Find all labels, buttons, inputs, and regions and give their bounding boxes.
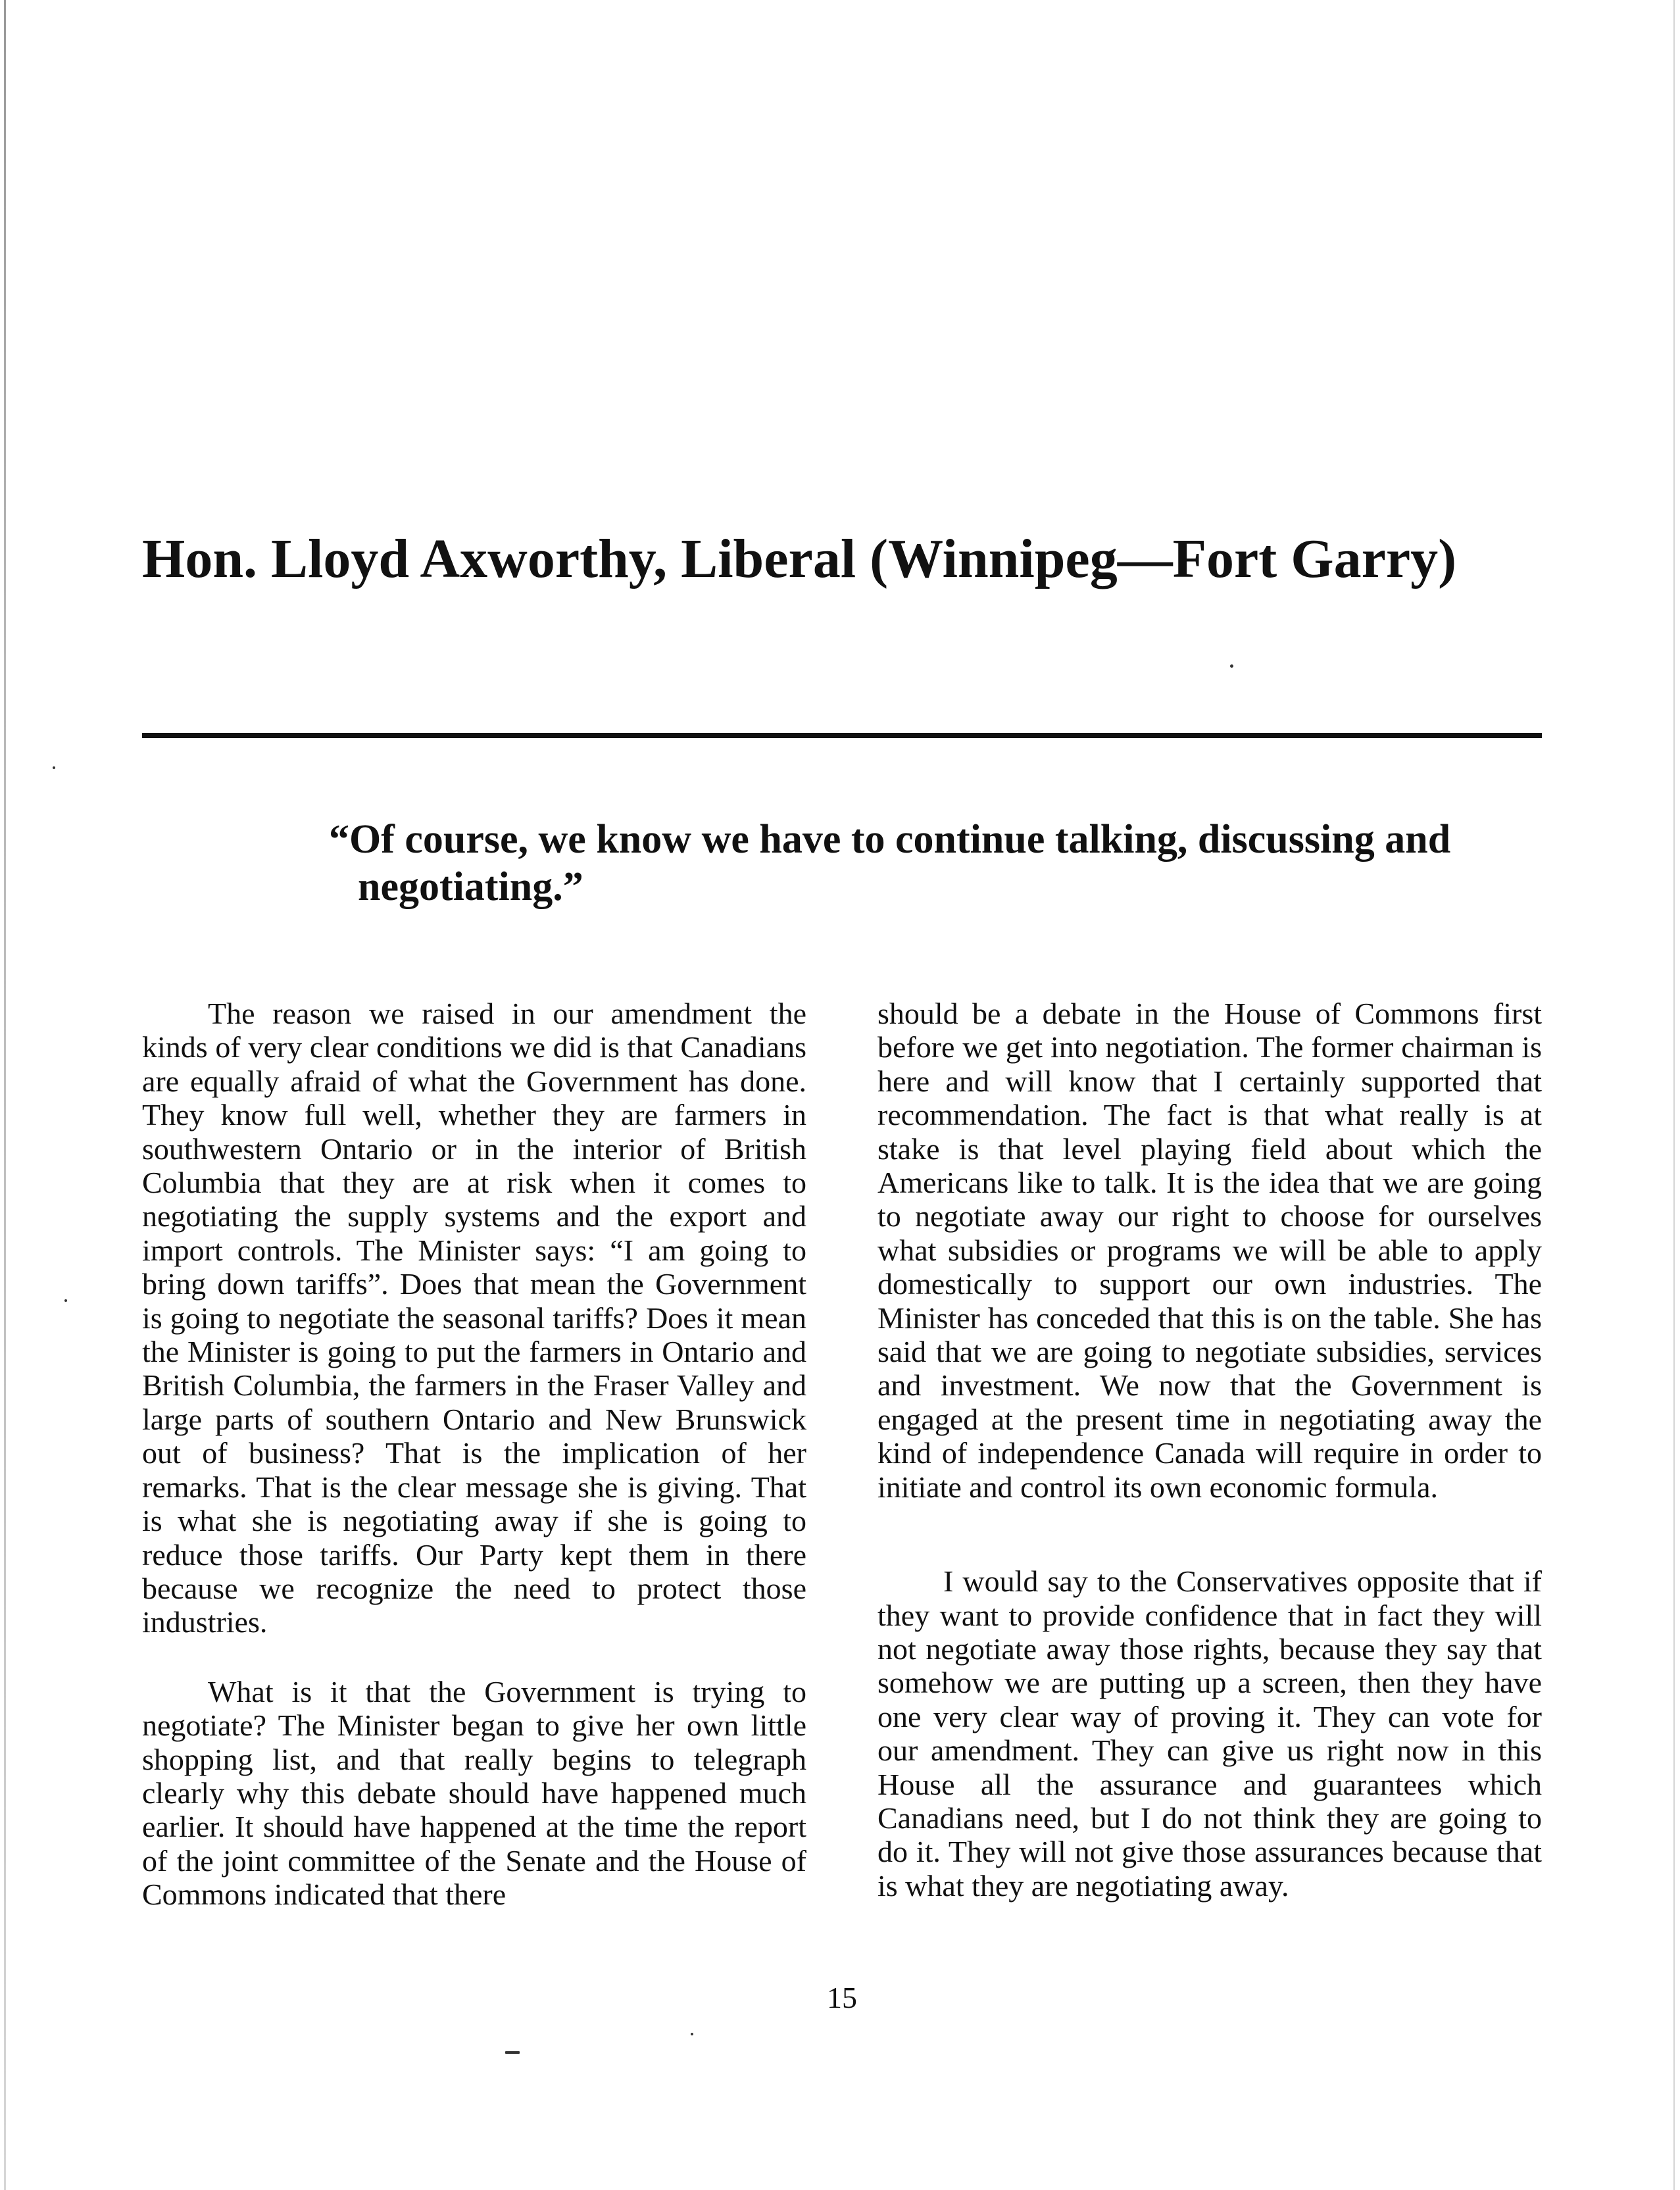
horizontal-rule [142, 733, 1542, 738]
right-paragraph-2: I would say to the Conservatives opposite that if they want to provide confidence that in fact they will not negotiate away those rights, because they say that somehow we are putting up a screen, then they have one very clear way of proving it. They can vote for our amendment. They can give us right now in this House all the assurance and guarantees which Canadians need, but I do not think they are going to do it. They will not give those assurances because that is what they are negotiating away. [877, 1564, 1542, 1903]
speaker-title: Hon. Lloyd Axworthy, Liberal (Winnipeg—Fort Garry) [142, 528, 1457, 589]
scan-speck [691, 2033, 693, 2035]
right-column [877, 997, 1542, 1903]
page-number: 15 [827, 1981, 857, 2014]
scan-speck [1230, 664, 1233, 668]
left-paragraph-1: The reason we raised in our amendment the kinds of very clear conditions we did is that Canadians are equally afraid of what the Government has done. They know full well, whether they are farmers in southwestern Ontario or in the interior of British Columbia that they are at risk when it comes to negotiating the supply systems and the export and import controls. The Minister says: “I am going to bring down tariffs”. Does that mean the Government is going to negotiate the seasonal tariffs? Does it mean the Minister is going to put the farmers in Ontario and British Columbia, the farmers in the Fraser Valley and large parts of southern Ontario and New Brunswick out of business? That is the implication of her remarks. That is the clear message she is giving. That is what she is negotiating away if she is going to reduce those tariffs. Our Party kept them in there because we recognize the need to protect those industries. [142, 997, 806, 1639]
left-paragraph-2: What is it that the Government is trying to negotiate? The Minister began to give her own little shopping list, and that really begins to telegraph clearly why this debate should have happened much earlier. It should have happened at the time the report of the joint committee of the Senate and the House of Commons indicated that there [142, 1674, 806, 1912]
pull-quote: “Of course, we know we have to continue talking, discussing and negotiating.” [329, 817, 1451, 909]
right-paragraph-1: should be a debate in the House of Commons first before we get into negotiation. The former chairman is here and will know that I certainly supported that recommendation. The fact is that what really is at stake is that level playing field about which the Americans like to talk. It is the idea that we are going to negotiate away our right to choose for ourselves what subsidies or programs we will be able to apply domestically to support our own industries. The Minister has conceded that this is on the table. She has said that we are going to negotiate subsidies, services and investment. We now that the Government is engaged at the present time in negotiating away the kind of independence Canada will require in order to initiate and control its own economic formula. [877, 997, 1542, 1504]
left-column [142, 997, 806, 1912]
scan-speck [505, 2051, 520, 2054]
scan-left-edge [4, 0, 6, 2190]
scan-speck [64, 1299, 67, 1302]
scan-right-edge [1673, 0, 1675, 2190]
scan-speck [53, 766, 55, 769]
